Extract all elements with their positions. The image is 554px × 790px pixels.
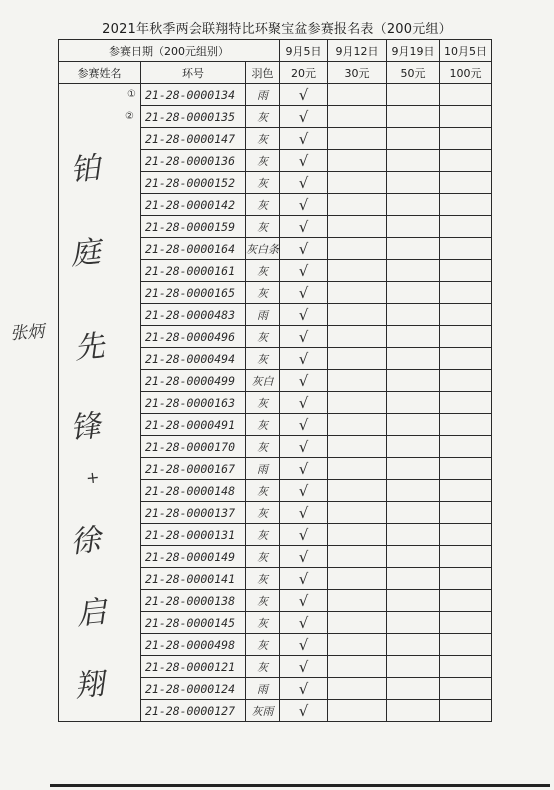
date-header-3: 9月19日 [387, 40, 440, 62]
name-cell [59, 370, 141, 392]
fee-cell-oct5 [440, 150, 492, 172]
fee-cell-sep12 [328, 700, 387, 722]
fee-cell-oct5 [440, 238, 492, 260]
table-row [59, 590, 492, 612]
fee-cell-sep19 [387, 392, 440, 414]
fee-cell-sep19 [387, 260, 440, 282]
ring-number-cell: 21-28-0000159 [141, 216, 246, 238]
ring-number-cell: 21-28-0000498 [141, 634, 246, 656]
check-cell-sep5: √ [280, 216, 328, 238]
fee-cell-oct5 [440, 546, 492, 568]
fee-cell-oct5 [440, 436, 492, 458]
plumage-color-cell: 灰 [246, 480, 280, 502]
table-row [59, 348, 492, 370]
handwritten-name-char-4: 锋 [68, 408, 103, 447]
check-cell-sep5: √ [280, 480, 328, 502]
ring-number-cell: 21-28-0000131 [141, 524, 246, 546]
fee-cell-sep12 [328, 656, 387, 678]
fee-cell-sep12 [328, 436, 387, 458]
fee-cell-oct5 [440, 326, 492, 348]
fee-header-4: 100元 [440, 62, 492, 84]
check-cell-sep5: √ [280, 348, 328, 370]
ring-number-cell: 21-28-0000141 [141, 568, 246, 590]
fee-cell-oct5 [440, 84, 492, 106]
check-cell-sep5: √ [280, 458, 328, 480]
fee-cell-sep19 [387, 678, 440, 700]
handwritten-name-char-6: 徐 [68, 522, 103, 561]
fee-cell-sep19 [387, 128, 440, 150]
plumage-color-cell: 灰 [246, 260, 280, 282]
plumage-color-cell: 灰 [246, 282, 280, 304]
fee-cell-oct5 [440, 348, 492, 370]
plumage-color-cell: 灰白条 [246, 238, 280, 260]
ring-number-cell: 21-28-0000136 [141, 150, 246, 172]
handwritten-name-char-2: 庭 [68, 234, 103, 273]
fee-cell-sep12 [328, 480, 387, 502]
fee-cell-sep19 [387, 656, 440, 678]
ring-number-cell: 21-28-0000134 [141, 84, 246, 106]
plumage-color-cell: 灰 [246, 392, 280, 414]
table-row [59, 260, 492, 282]
fee-cell-sep19 [387, 150, 440, 172]
fee-cell-sep12 [328, 84, 387, 106]
check-cell-sep5: √ [280, 414, 328, 436]
fee-cell-sep12 [328, 546, 387, 568]
fee-cell-sep19 [387, 612, 440, 634]
ring-number-cell: 21-28-0000142 [141, 194, 246, 216]
table-row [59, 546, 492, 568]
fee-cell-sep12 [328, 634, 387, 656]
page-edge-line [50, 784, 550, 787]
plumage-color-cell: 灰 [246, 348, 280, 370]
fee-cell-sep19 [387, 348, 440, 370]
column-ring-header: 环号 [141, 62, 246, 84]
table-row [59, 634, 492, 656]
fee-cell-oct5 [440, 590, 492, 612]
fee-cell-sep19 [387, 546, 440, 568]
ring-number-cell: 21-28-0000499 [141, 370, 246, 392]
ring-number-cell: 21-28-0000496 [141, 326, 246, 348]
fee-cell-sep12 [328, 524, 387, 546]
table-row [59, 392, 492, 414]
check-cell-sep5: √ [280, 326, 328, 348]
check-cell-sep5: √ [280, 436, 328, 458]
table-row [59, 678, 492, 700]
table-row [59, 656, 492, 678]
plumage-color-cell: 雨 [246, 458, 280, 480]
handwritten-name-char-3: 先 [72, 328, 107, 367]
fee-cell-sep12 [328, 128, 387, 150]
table-row [59, 128, 492, 150]
ring-number-cell: 21-28-0000135 [141, 106, 246, 128]
fee-cell-sep12 [328, 568, 387, 590]
fee-cell-oct5 [440, 524, 492, 546]
fee-cell-oct5 [440, 568, 492, 590]
ring-number-cell: 21-28-0000170 [141, 436, 246, 458]
date-header-2: 9月12日 [328, 40, 387, 62]
fee-cell-sep19 [387, 194, 440, 216]
table-row [59, 194, 492, 216]
table-row [59, 282, 492, 304]
check-cell-sep5: √ [280, 106, 328, 128]
check-cell-sep5: √ [280, 370, 328, 392]
handwritten-name-char-8: 翔 [72, 666, 107, 705]
ring-number-cell: 21-28-0000167 [141, 458, 246, 480]
fee-cell-sep19 [387, 458, 440, 480]
fee-cell-sep12 [328, 370, 387, 392]
plumage-color-cell: 灰 [246, 326, 280, 348]
column-name-header: 参赛姓名 [59, 62, 141, 84]
table-row [59, 436, 492, 458]
fee-cell-oct5 [440, 216, 492, 238]
fee-cell-oct5 [440, 106, 492, 128]
table-row [59, 172, 492, 194]
fee-cell-sep19 [387, 216, 440, 238]
table-row [59, 458, 492, 480]
fee-cell-sep12 [328, 678, 387, 700]
plumage-color-cell: 灰 [246, 106, 280, 128]
fee-cell-oct5 [440, 392, 492, 414]
plumage-color-cell: 灰白 [246, 370, 280, 392]
plumage-color-cell: 雨 [246, 304, 280, 326]
fee-cell-sep12 [328, 348, 387, 370]
margin-note: 张炳 [9, 321, 45, 345]
fee-cell-sep19 [387, 568, 440, 590]
check-cell-sep5: √ [280, 612, 328, 634]
check-cell-sep5: √ [280, 590, 328, 612]
fee-cell-oct5 [440, 612, 492, 634]
fee-cell-oct5 [440, 678, 492, 700]
date-header-4: 10月5日 [440, 40, 492, 62]
check-cell-sep5: √ [280, 194, 328, 216]
plumage-color-cell: 灰雨 [246, 700, 280, 722]
ring-number-cell: 21-28-0000161 [141, 260, 246, 282]
ring-number-cell: 21-28-0000152 [141, 172, 246, 194]
table-row [59, 326, 492, 348]
fee-cell-oct5 [440, 172, 492, 194]
plumage-color-cell: 灰 [246, 590, 280, 612]
fee-cell-oct5 [440, 370, 492, 392]
name-cell [59, 634, 141, 656]
check-cell-sep5: √ [280, 502, 328, 524]
fee-cell-sep19 [387, 590, 440, 612]
plumage-color-cell: 灰 [246, 172, 280, 194]
ring-number-cell: 21-28-0000145 [141, 612, 246, 634]
check-cell-sep5: √ [280, 128, 328, 150]
fee-cell-sep19 [387, 480, 440, 502]
fee-cell-sep19 [387, 502, 440, 524]
ring-number-cell: 21-28-0000483 [141, 304, 246, 326]
fee-header-3: 50元 [387, 62, 440, 84]
check-cell-sep5: √ [280, 304, 328, 326]
ring-number-cell: 21-28-0000147 [141, 128, 246, 150]
fee-cell-sep12 [328, 502, 387, 524]
fee-cell-sep12 [328, 326, 387, 348]
fee-cell-oct5 [440, 700, 492, 722]
fee-cell-sep12 [328, 150, 387, 172]
plumage-color-cell: 雨 [246, 84, 280, 106]
plumage-color-cell: 雨 [246, 678, 280, 700]
ring-number-cell: 21-28-0000127 [141, 700, 246, 722]
handwritten-name-char-7: 启 [74, 594, 109, 633]
fee-cell-sep12 [328, 392, 387, 414]
sequence-mark-1: ① [127, 89, 136, 100]
header-row-columns [59, 62, 492, 84]
fee-cell-sep12 [328, 172, 387, 194]
ring-number-cell: 21-28-0000164 [141, 238, 246, 260]
table-row [59, 568, 492, 590]
plumage-color-cell: 灰 [246, 634, 280, 656]
fee-cell-sep19 [387, 282, 440, 304]
fee-cell-sep12 [328, 612, 387, 634]
registration-table [58, 39, 492, 722]
check-cell-sep5: √ [280, 656, 328, 678]
fee-cell-sep12 [328, 238, 387, 260]
fee-cell-sep12 [328, 106, 387, 128]
date-header-label: 参赛日期（200元组别） [59, 40, 280, 62]
fee-cell-oct5 [440, 480, 492, 502]
table-row [59, 106, 492, 128]
fee-cell-sep19 [387, 700, 440, 722]
plumage-color-cell: 灰 [246, 436, 280, 458]
check-cell-sep5: √ [280, 282, 328, 304]
fee-cell-sep12 [328, 304, 387, 326]
fee-cell-oct5 [440, 634, 492, 656]
plumage-color-cell: 灰 [246, 502, 280, 524]
table-row [59, 700, 492, 722]
fee-cell-oct5 [440, 502, 492, 524]
table-row [59, 524, 492, 546]
fee-cell-sep19 [387, 370, 440, 392]
ring-number-cell: 21-28-0000137 [141, 502, 246, 524]
check-cell-sep5: √ [280, 238, 328, 260]
fee-cell-sep19 [387, 414, 440, 436]
page-title: 2021年秋季两会联翔特比环聚宝盆参赛报名表（200元组） [102, 22, 452, 37]
fee-cell-sep19 [387, 524, 440, 546]
ring-number-cell: 21-28-0000491 [141, 414, 246, 436]
check-cell-sep5: √ [280, 150, 328, 172]
fee-cell-sep19 [387, 84, 440, 106]
table-row [59, 370, 492, 392]
plumage-color-cell: 灰 [246, 128, 280, 150]
check-cell-sep5: √ [280, 172, 328, 194]
check-cell-sep5: √ [280, 524, 328, 546]
name-cell [59, 282, 141, 304]
fee-cell-sep12 [328, 216, 387, 238]
fee-cell-sep12 [328, 458, 387, 480]
ring-number-cell: 21-28-0000163 [141, 392, 246, 414]
table-row [59, 216, 492, 238]
ring-number-cell: 21-28-0000148 [141, 480, 246, 502]
ring-number-cell: 21-28-0000124 [141, 678, 246, 700]
ring-number-cell: 21-28-0000165 [141, 282, 246, 304]
check-cell-sep5: √ [280, 84, 328, 106]
fee-cell-sep12 [328, 194, 387, 216]
check-cell-sep5: √ [280, 260, 328, 282]
table-row [59, 414, 492, 436]
header-row-dates [59, 40, 492, 62]
name-cell [59, 458, 141, 480]
plumage-color-cell: 灰 [246, 194, 280, 216]
fee-cell-oct5 [440, 656, 492, 678]
check-cell-sep5: √ [280, 634, 328, 656]
sequence-mark-2: ② [125, 111, 134, 122]
fee-cell-oct5 [440, 260, 492, 282]
table-row [59, 612, 492, 634]
fee-cell-oct5 [440, 458, 492, 480]
check-cell-sep5: √ [280, 546, 328, 568]
fee-cell-sep12 [328, 590, 387, 612]
check-cell-sep5: √ [280, 678, 328, 700]
ring-number-cell: 21-28-0000149 [141, 546, 246, 568]
fee-cell-sep19 [387, 634, 440, 656]
fee-cell-sep19 [387, 238, 440, 260]
fee-cell-sep19 [387, 172, 440, 194]
fee-cell-sep12 [328, 260, 387, 282]
fee-cell-oct5 [440, 414, 492, 436]
fee-cell-oct5 [440, 282, 492, 304]
ring-number-cell: 21-28-0000138 [141, 590, 246, 612]
ring-number-cell: 21-28-0000494 [141, 348, 246, 370]
plumage-color-cell: 灰 [246, 546, 280, 568]
fee-cell-oct5 [440, 194, 492, 216]
plumage-color-cell: 灰 [246, 656, 280, 678]
check-cell-sep5: √ [280, 700, 328, 722]
fee-header-2: 30元 [328, 62, 387, 84]
table-row [59, 84, 492, 106]
ring-number-cell: 21-28-0000121 [141, 656, 246, 678]
fee-cell-sep12 [328, 414, 387, 436]
fee-cell-sep19 [387, 106, 440, 128]
handwritten-name-char-1: 铂 [68, 150, 103, 189]
fee-cell-sep19 [387, 326, 440, 348]
date-header-1: 9月5日 [280, 40, 328, 62]
table-row [59, 304, 492, 326]
fee-cell-sep19 [387, 436, 440, 458]
column-color-header: 羽色 [246, 62, 280, 84]
plumage-color-cell: 灰 [246, 612, 280, 634]
fee-header-1: 20元 [280, 62, 328, 84]
table-row [59, 238, 492, 260]
plumage-color-cell: 灰 [246, 216, 280, 238]
table-row [59, 502, 492, 524]
handwritten-name-char-5: + [85, 467, 101, 488]
plumage-color-cell: 灰 [246, 568, 280, 590]
fee-cell-sep19 [387, 304, 440, 326]
plumage-color-cell: 灰 [246, 150, 280, 172]
fee-cell-oct5 [440, 304, 492, 326]
name-cell [59, 194, 141, 216]
fee-cell-oct5 [440, 128, 492, 150]
plumage-color-cell: 灰 [246, 524, 280, 546]
check-cell-sep5: √ [280, 392, 328, 414]
table-row [59, 150, 492, 172]
check-cell-sep5: √ [280, 568, 328, 590]
table-row [59, 480, 492, 502]
fee-cell-sep12 [328, 282, 387, 304]
plumage-color-cell: 灰 [246, 414, 280, 436]
